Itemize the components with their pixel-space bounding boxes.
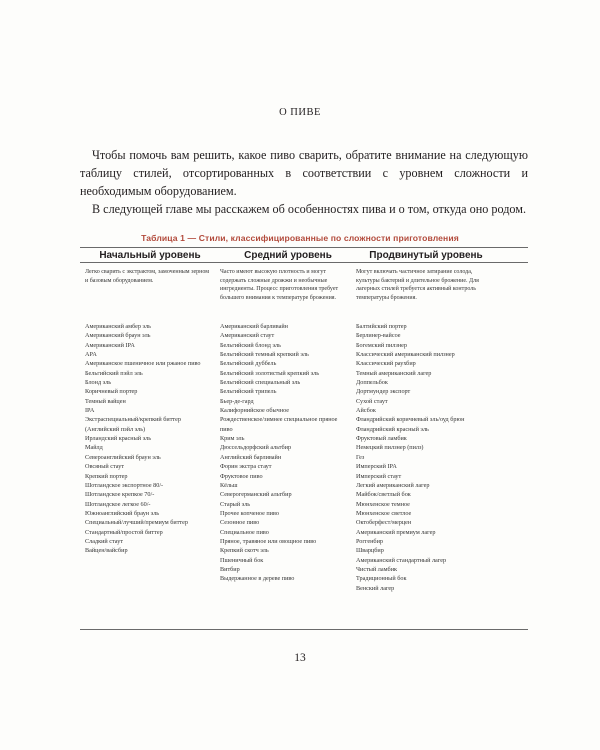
beer-style-item: Немецкий пилзнер (пилз) bbox=[356, 444, 424, 452]
beer-style-item: Мюнхенское светлое bbox=[356, 509, 412, 517]
beer-style-item: Старый эль bbox=[220, 500, 251, 508]
beer-style-item: Североанглийский браун эль bbox=[85, 453, 161, 461]
beer-style-item: Прочее копченое пиво bbox=[220, 509, 279, 517]
beer-style-item: Имперский стаут bbox=[356, 472, 402, 480]
beer-style-item: Сладкий стаут bbox=[85, 537, 124, 545]
beer-style-item: Американский стандартный лагер bbox=[356, 556, 447, 564]
style-list-advanced bbox=[356, 322, 496, 593]
beer-style-item: Южноанглийский браун эль bbox=[85, 509, 160, 517]
beer-style-item: Рождественское/зимнее специальное пряное пиво bbox=[220, 416, 338, 433]
beer-style-item: Американское пшеничное или ржаное пиво bbox=[85, 360, 201, 368]
beer-style-item: Экстраспециальный/крепкий биттер (Английский пэйл эль) bbox=[85, 416, 181, 433]
beer-style-item: Шотландское экспортное 80/- bbox=[85, 481, 164, 489]
beer-style-item: Венский лагер bbox=[356, 584, 395, 592]
beer-style-item: Американский браун эль bbox=[85, 332, 151, 340]
beer-style-item: Выдержанное в дереве пиво bbox=[220, 575, 295, 583]
beer-style-item: Бельгийский блонд эль bbox=[220, 341, 281, 349]
beer-style-item: Коричневый портер bbox=[85, 388, 138, 396]
beer-style-item: Айсбок bbox=[356, 407, 376, 415]
beer-style-item: Вайцен/вайсбир bbox=[85, 547, 128, 555]
beer-style-item: Ирландский красный эль bbox=[85, 435, 152, 443]
table-top-rule bbox=[80, 247, 528, 248]
beer-style-item: Майлд bbox=[85, 444, 103, 452]
beer-style-item: Блонд эль bbox=[85, 379, 112, 387]
beer-style-item: Роггенбир bbox=[356, 537, 383, 545]
beer-style-item: Шварцбир bbox=[356, 547, 384, 555]
column-description-beginner: Легко сварить с экстрактом, замоченным зерном и базовым оборудованием. bbox=[85, 269, 210, 284]
beer-style-item: Американский барливайн bbox=[220, 323, 288, 330]
beer-style-item: Крепкий портер bbox=[85, 472, 128, 480]
beer-style-item: Классический американский пилзнер bbox=[356, 351, 455, 359]
beer-style-item: Бельгийский трипель bbox=[220, 388, 277, 396]
beer-style-item: Чистый ламбик bbox=[356, 565, 398, 573]
beer-style-item: Фландрийский красный эль bbox=[356, 425, 429, 433]
beer-style-item: Бельгийский специальный эль bbox=[220, 379, 301, 387]
beer-style-item: Легкий американский лагер bbox=[356, 481, 430, 489]
beer-style-item: Стандартный/простой биттер bbox=[85, 528, 163, 536]
beer-style-item: Шотландское крепкое 70/- bbox=[85, 491, 155, 499]
beer-style-item: Пшеничный бок bbox=[220, 556, 264, 564]
beer-style-item: Калифорнийское обычное bbox=[220, 407, 290, 415]
intro-paragraph-1: Чтобы помочь вам решить, какое пиво сварить, обратите внимание на следующую таблицу стилей, отсортированных в соответствии с уровнем сложности и необходимым оборудованием. bbox=[80, 148, 528, 198]
beer-style-item: Дортмундер экспорт bbox=[356, 388, 411, 396]
beer-style-item: Бьер-де-гард bbox=[220, 397, 254, 405]
table-caption: Таблица 1 — Стили, классифицированные по сложности приготовления bbox=[141, 233, 459, 243]
style-list-beginner bbox=[85, 322, 213, 556]
beer-style-item: Крим эль bbox=[220, 435, 245, 443]
beer-style-item: Северогерманский альтбир bbox=[220, 491, 292, 499]
beer-style-item: Пряное, травяное или овощное пиво bbox=[220, 537, 317, 545]
beer-style-item: Классический раухбир bbox=[356, 360, 416, 368]
beer-style-item: Американский IPA bbox=[85, 341, 135, 349]
beer-style-item: Кёльш bbox=[220, 481, 238, 489]
beer-style-item: Мюнхенское темное bbox=[356, 500, 410, 508]
beer-style-item: Октоберфест/мерцен bbox=[356, 519, 412, 527]
column-description-advanced: Могут включать частичное затирание солода, культуры бактерий и длительное брожение. Для лагерных стилей требуется активный контроль температуры брожения. bbox=[356, 269, 479, 301]
beer-style-item: Сухой стаут bbox=[356, 397, 388, 405]
running-header: О ПИВЕ bbox=[279, 107, 321, 118]
beer-style-item: Шотландское легкое 60/- bbox=[85, 500, 151, 508]
column-heading-beginner: Начальный уровень bbox=[99, 250, 201, 261]
beer-style-item: Темный вайцен bbox=[85, 397, 126, 405]
table-header-rule bbox=[80, 262, 528, 263]
beer-style-item: Витбир bbox=[220, 565, 240, 573]
style-list-intermediate bbox=[220, 322, 350, 584]
beer-style-item: Дюссельдорфский альтбир bbox=[220, 444, 292, 452]
beer-style-item: Фруктовый ламбик bbox=[356, 435, 407, 443]
intro-paragraph-2: В следующей главе мы расскажем об особенностях пива и о том, откуда оно родом. bbox=[92, 202, 527, 216]
beer-style-item: Бельгийский темный крепкий эль bbox=[220, 351, 309, 359]
beer-style-item: Традиционный бок bbox=[356, 575, 407, 583]
beer-style-item: Фландрийский коричневый эль/оуд брюн bbox=[356, 416, 465, 424]
beer-style-item: Специальный/лучший/премиум биттер bbox=[85, 519, 188, 527]
beer-style-item: Английский барливайн bbox=[220, 453, 282, 461]
beer-style-item: Фруктовое пиво bbox=[220, 472, 263, 480]
beer-style-item: IPA bbox=[85, 407, 95, 415]
beer-style-item: Американский амбер эль bbox=[85, 323, 151, 330]
beer-style-item: Специальное пиво bbox=[220, 528, 269, 536]
table-bottom-rule bbox=[80, 629, 528, 630]
intro-text bbox=[80, 146, 528, 218]
beer-style-item: Форин экстра стаут bbox=[220, 463, 272, 471]
beer-style-item: Американский стаут bbox=[220, 332, 275, 340]
beer-style-item: Богемский пилзнер bbox=[356, 341, 407, 349]
beer-style-item: Балтийский портер bbox=[356, 323, 407, 330]
beer-style-item: Майбок/светлый бок bbox=[356, 491, 411, 499]
beer-style-item: Доппельбок bbox=[356, 379, 388, 387]
beer-style-item: Бельгийский пэйл эль bbox=[85, 369, 143, 377]
beer-style-item: Сезонное пиво bbox=[220, 519, 260, 527]
beer-style-item: Берлинер-вайсое bbox=[356, 332, 401, 340]
beer-style-item: Бельгийский золотистый крепкий эль bbox=[220, 369, 320, 377]
beer-style-item: Темный американский лагер bbox=[356, 369, 432, 377]
column-heading-intermediate: Средний уровень bbox=[244, 250, 332, 261]
page-number: 13 bbox=[294, 652, 306, 664]
beer-style-item: Американский премиум лагер bbox=[356, 528, 436, 536]
column-description-intermediate: Часто имеют высокую плотность и могут содержать сложные дрожжи и необычные ингредиенты. Процесс приготовления требует большего внимания к температуре брожения. bbox=[220, 269, 339, 301]
column-heading-advanced: Продвинутый уровень bbox=[369, 250, 483, 261]
beer-style-item: Имперский IPA bbox=[356, 463, 397, 471]
beer-style-item: Бельгийский дуббель bbox=[220, 360, 277, 368]
beer-style-item: Гез bbox=[356, 453, 365, 461]
beer-style-item: Овсяный стаут bbox=[85, 463, 125, 471]
beer-style-item: Крепкий скотч эль bbox=[220, 547, 269, 555]
beer-style-item: APA bbox=[85, 351, 97, 359]
